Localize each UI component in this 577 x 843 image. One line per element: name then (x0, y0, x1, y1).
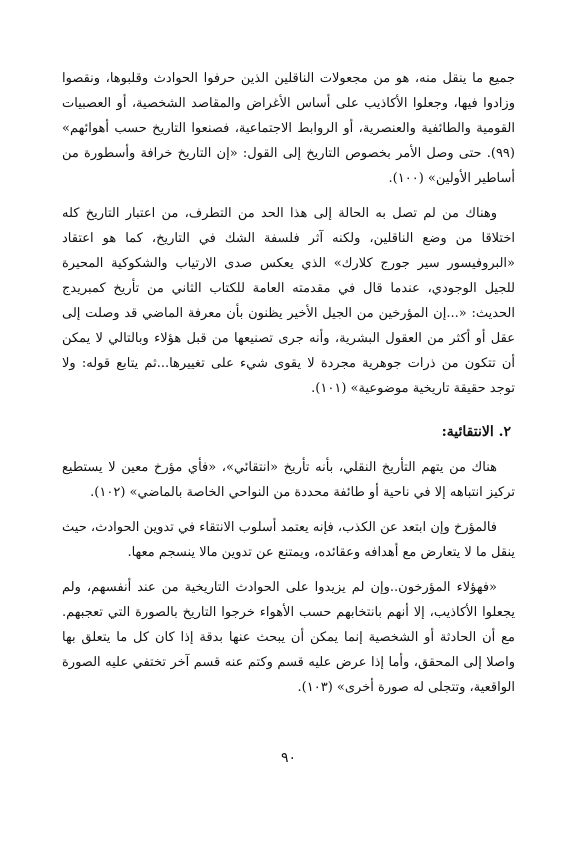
section-heading: ٢. الانتقائية: (441, 424, 511, 440)
heading-spacer (62, 445, 515, 455)
paragraph-selective-history: هناك من يتهم التأريخ النقلي، بأنه تأريخ «انتقائي»، «فأي مؤرخ معين لا يستطيع تركيز انتباهه إلا في ناحية أو طائفة محددة من النواحي الخاصة بالماضي» (١٠٢). (62, 460, 515, 500)
paragraph-clark-quote: وهناك من لم تصل به الحالة إلى هذا الحد من التطرف، من اعتبار التاريخ كله اختلاقا من وضع الناقلين، ولكنه آثر فلسفة الشك في التاريخ، كما هو اعتقاد «البروفيسور سير جورج كلارك» الذي يعكس صدى الارتياب والشكوكية المحيرة للجيل الوجودي، عندما قال في مقدمته العامة للكتاب الثاني من تأريخ كمبريدج الحديث: «...إن المؤرخين من الجيل الأخير يظنون بأن معرفة الماضي قد وصلت إلى عقل أو أكثر من العقول البشرية، وأنه جرى تصنيعها من قبل هؤلاء وبالتالي لا يمكن أن تتكون من ذرات جوهرية مجردة لا يقوى شيء على تغييرها...ثم يتابع قوله: ولا توجد حقيقة تاريخية موضوعية» (١٠١). (62, 206, 515, 396)
paragraph-continuation: جميع ما ينقل منه، هو من مجعولات الناقلين الذين حرفوا الحوادث وقلبوها، ونقصوا وزادوا فيها، وجعلوا الأكاذيب على أساس الأغراض والمقاصد الشخصية، أو العصبيات القومية والطائفية والعنصرية، أو الروابط الاجتماعية، فصنعوا التاريخ حسب أهوائهم» (٩٩). حتى وصل الأمر بخصوص التاريخ إلى القول: «إن التاريخ خرافة وأسطورة من أساطير الأولين» (١٠٠). (62, 71, 515, 186)
paragraph-spacer (62, 505, 515, 515)
page-number: ٩٠ (280, 750, 297, 766)
section-spacer (62, 401, 515, 419)
paragraph-spacer (62, 191, 515, 201)
paragraph-selection-method: فالمؤرخ وإن ابتعد عن الكذب، فإنه يعتمد أسلوب الانتقاء في تدوين الحوادث، حيث ينقل ما لا يتعارض مع أهدافه وعقائده، ويمتنع عن تدوين مالا ينسجم معها. (62, 520, 515, 560)
paragraph-historians-quote: «فهؤلاء المؤرخون..وإن لم يزيدوا على الحوادث التاريخية من عند أنفسهم، ولم يجعلوا الأكاذيب، إلا أنهم بانتخابهم حسب الأهواء خرجوا التاريخ بالصورة التي تعجبهم. مع أن الحادثة أو الشخصية إنما يمكن أن يبحث عنها بدقة إذا كان كل ما يتعلق بها واصلا إلى المحقق، وأما إذا عرض عليه قسم وكتم عنه قسم آخر تختفي عليه الصورة الواقعية، وتتجلى له صورة أخرى» (١٠٣). (62, 580, 515, 695)
paragraph-spacer (62, 565, 515, 575)
